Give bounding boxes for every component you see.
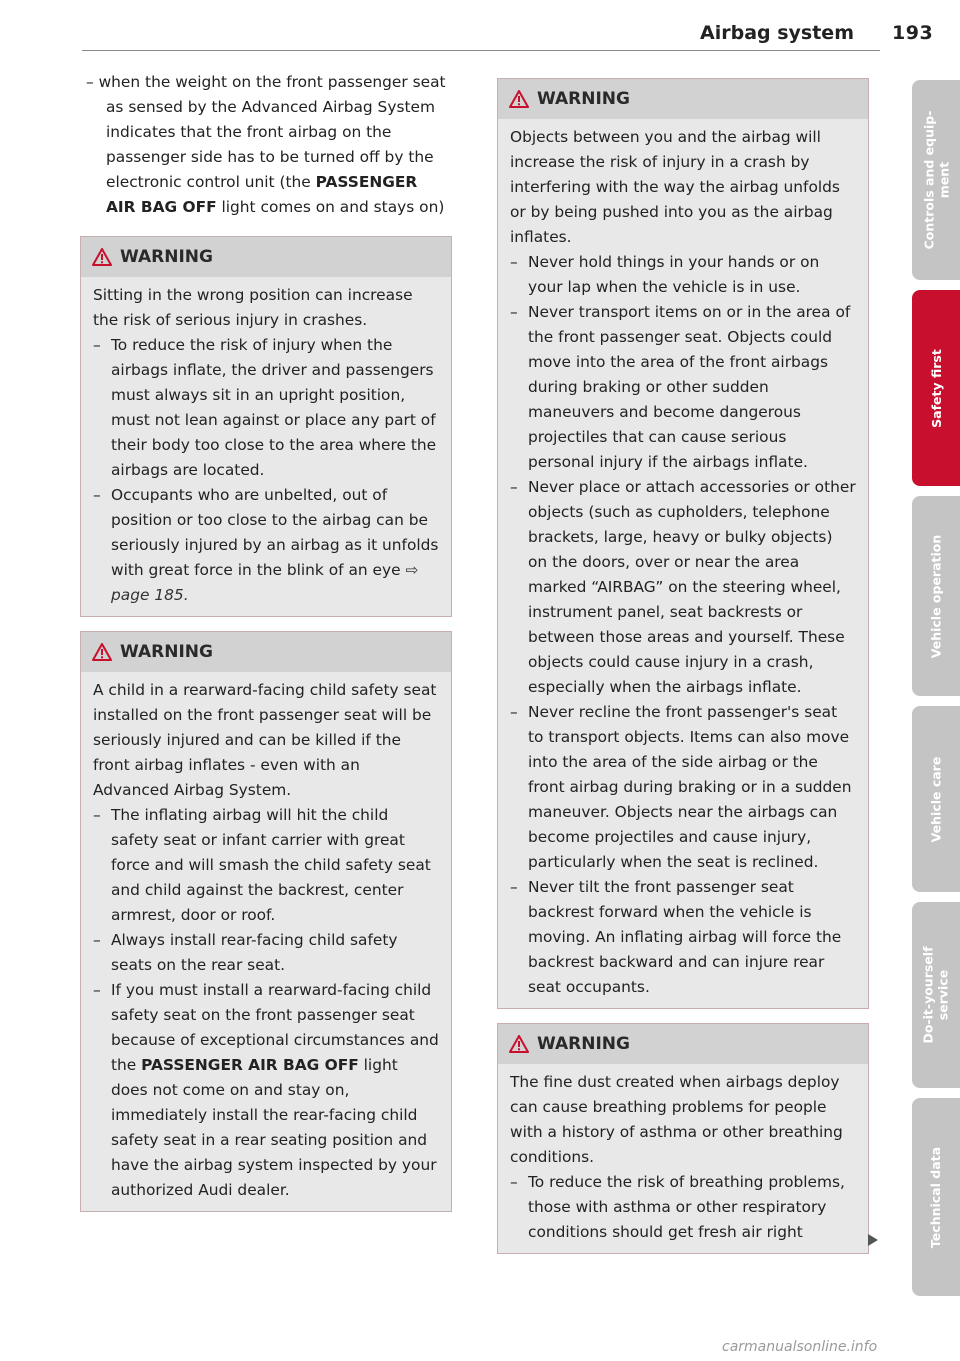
warning-bullet-text: Occupants who are unbelted, out of position or too close to the airbag can be seriously injured by an airbag as it unfolds with great force in the blink of an eye <box>111 486 439 579</box>
warning-triangle-icon <box>509 90 529 108</box>
intro-tail: light comes on and stays on) <box>216 198 445 216</box>
warning-triangle-icon <box>509 1035 529 1053</box>
warning-title: WARNING <box>120 246 213 267</box>
header-title: Airbag system <box>700 22 854 44</box>
warning-lead: The fine dust created when airbags deploy can cause breathing problems for people with a history of asthma or other breathing conditions. <box>510 1073 843 1166</box>
tab-controls-and-equipment[interactable] <box>912 80 960 280</box>
tab-vehicle-care[interactable] <box>912 706 960 892</box>
warning-triangle-icon <box>92 248 112 266</box>
warning-box-seating <box>80 236 452 617</box>
intro-bold: PASSENGER AIR BAG OFF <box>106 173 418 216</box>
tab-label: Safety first <box>928 348 944 428</box>
intro-text: when the weight on the front passenger seat as sensed by the Advanced Airbag System indicates that the front airbag on the passenger side has to be turned off by the electronic control unit (the <box>98 73 446 191</box>
warning-bullet: – To reduce the risk of breathing problems, those with asthma or other respiratory conditions should get fresh air right <box>510 1170 856 1245</box>
tab-technical-data[interactable] <box>912 1098 960 1296</box>
warning-title: WARNING <box>537 88 630 109</box>
watermark: carmanualsonline.info <box>722 1339 878 1355</box>
warning-bullet <box>93 978 439 1203</box>
warning-header <box>498 1024 868 1064</box>
tab-vehicle-operation[interactable] <box>912 496 960 696</box>
warning-triangle-icon <box>92 643 112 661</box>
warning-lead: A child in a rearward-facing child safety seat installed on the front passenger seat will be seriously injured and can be killed if the front airbag inflates - even with an Advanced Airbag System. <box>93 681 437 799</box>
warning-lead: Sitting in the wrong position can increase the risk of serious injury in crashes. <box>93 286 413 329</box>
warning-box-objects <box>497 78 869 1009</box>
warning-bullet: – Always install rear-facing child safety seats on the rear seat. <box>93 928 439 978</box>
warning-bullet-text: light does not come on and stay on, immediately install the rear-facing child safety seat in a rear seating position and have the airbag system inspected by your authorized Audi dealer. <box>111 1056 437 1199</box>
warning-box-child-seat <box>80 631 452 1212</box>
page-ref-link[interactable]: ⇨ page 185. <box>111 561 419 604</box>
warning-bullet-text: If you must install a rearward-facing child safety seat on the front passenger seat because of exceptional circumstances and the <box>111 981 439 1074</box>
warning-bullet: – Never transport items on or in the area of the front passenger seat. Objects could move into the area of the front airbags during braking or other sudden maneuvers and become dangerous projectiles that can cause serious personal injury if the airbags inflate. <box>510 300 856 475</box>
warning-box-dust <box>497 1023 869 1254</box>
warning-bullet: – Never place or attach accessories or other objects (such as cupholders, telephone brackets, large, heavy or bulky objects) on the doors, over or near the area marked “AIRBAG” on the steering wheel, instrument panel, seat backrests or between those areas and yourself. These objects could cause injury in a crash, especially when the airbags inflate. <box>510 475 856 700</box>
warning-header <box>498 79 868 119</box>
intro-bullet: – when the weight on the front passenger seat as sensed by the Advanced Airbag System indicates that the front airbag on the passenger side has to be turned off by the electronic control unit (the PASSENGER AIR BAG OFF light comes on and stays on) <box>86 73 446 216</box>
page-number: 193 <box>892 22 934 44</box>
right-column <box>497 66 869 1254</box>
tab-label: Controls and equip- ment <box>921 110 951 250</box>
tab-label: Technical data <box>928 1146 944 1248</box>
left-column <box>80 70 452 1212</box>
continue-arrow-icon <box>868 1234 878 1246</box>
header-rule <box>82 50 880 51</box>
warning-bullet: – Never tilt the front passenger seat backrest forward when the vehicle is moving. An inflating airbag will force the backrest backward and can injure rear seat occupants. <box>510 875 856 1000</box>
warning-title: WARNING <box>120 641 213 662</box>
warning-bullet: – Never recline the front passenger's seat to transport objects. Items can also move into the area of the side airbag or the front airbag during braking or in a sudden maneuver. Objects near the airbags can become projectiles and cause injury, particularly when the seat is reclined. <box>510 700 856 875</box>
warning-header <box>81 632 451 672</box>
warning-bullet: – To reduce the risk of injury when the airbags inflate, the driver and passengers must always sit in an upright position, must not lean against or place any part of their body too close to the area where the airbags are located. <box>93 333 439 483</box>
tab-do-it-yourself-service[interactable] <box>912 902 960 1088</box>
tab-label: Vehicle operation <box>928 534 944 658</box>
warning-header <box>81 237 451 277</box>
warning-bullet-bold: PASSENGER AIR BAG OFF <box>141 1056 359 1074</box>
warning-title: WARNING <box>537 1033 630 1054</box>
warning-bullet: – The inflating airbag will hit the child safety seat or infant carrier with great force and will smash the child safety seat and child against the backrest, center armrest, door or roof. <box>93 803 439 928</box>
warning-bullet: – Never hold things in your hands or on your lap when the vehicle is in use. <box>510 250 856 300</box>
warning-lead: Objects between you and the airbag will increase the risk of injury in a crash by interfering with the way the airbag unfolds or by being pushed into you as the airbag inflates. <box>510 128 840 246</box>
tab-safety-first[interactable] <box>912 290 960 486</box>
warning-bullet <box>93 483 439 608</box>
tab-label: Do-it-yourself service <box>921 946 952 1044</box>
tab-label: Vehicle care <box>928 756 944 842</box>
